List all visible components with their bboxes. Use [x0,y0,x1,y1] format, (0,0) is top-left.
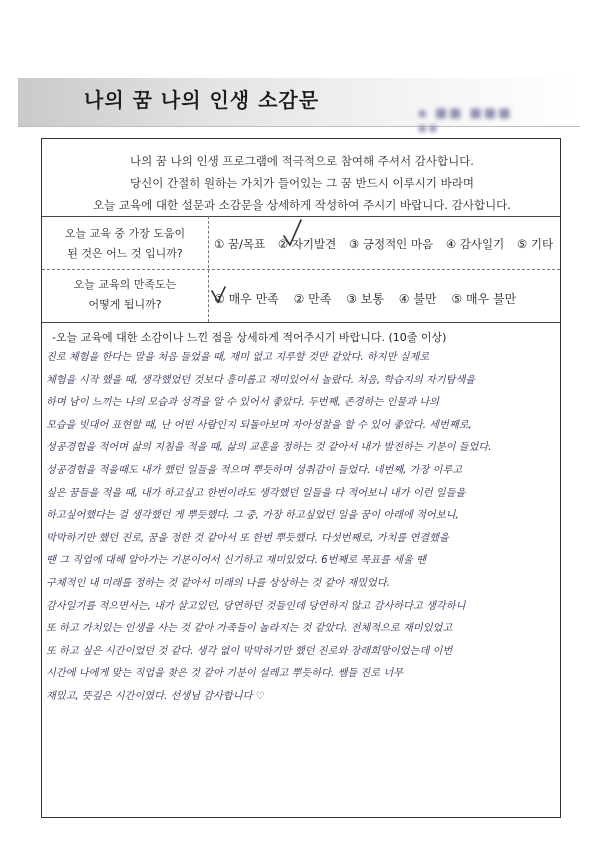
handwriting-line: 또 하고 가치있는 인생을 사는 것 같아 가족들이 놀라지는 것 같았다. 전체적으로 재미있었고 [46,623,453,635]
handwriting-line: 막막하기만 했던 진로, 꿈을 정한 것 같아서 또 한번 뿌듯했다. 다섯번째로, 가치를 연결했을 [46,532,449,544]
q2-option-2[interactable]: ② 만족 [293,292,332,306]
divider [42,322,560,323]
handwriting-line: 성공경험을 적을때도 내가 했던 일들을 적으며 뿌듯하며 성취감이 들었다. 네번째, 가장 이루고 [46,464,463,476]
q2-option-1[interactable]: ① 매우 만족 [214,292,279,306]
handwriting-line: 하며 남이 느끼는 나의 모습과 성격을 알 수 있어서 좋았다. 두번째, 존경하는 인물과 나의 [46,397,440,409]
q1-option-4[interactable]: ④ 감사일기 [445,237,505,251]
question-1-options[interactable] [214,236,562,252]
question-1-line-2: 된 것은 어느 것 입니까? [67,247,183,260]
handwriting-line: 싶은 꿈들을 적을 때, 내가 하고싶고 한번이라도 생각했던 일들을 다 적어보니 내가 이런 일들을 [46,487,466,499]
handwriting-line: 체험을 시작 했을 때, 생각했었던 것보다 흥미롭고 재미있어서 놀랐다. 처음, 학습지의 자기탐색을 [46,374,476,386]
handwriting-line: 성공경험을 적어며 삶의 지침을 적을 때, 삶의 교훈을 정하는 것 같아서 내가 발전하는 기분이 들었다. [46,442,492,454]
q1-option-5[interactable]: ⑤ 기타 [516,237,554,251]
question-2-line-1: 오늘 교육의 만족도는 [73,278,177,291]
q2-option-4[interactable]: ④ 불만 [398,292,437,306]
handwriting-line: 구체적인 내 미래를 정하는 것 같아서 미래의 나를 상상하는 것 같아 재밌었다. [46,577,390,589]
redacted-name: ▪ ■■ ■■■ ▪▪ [418,106,513,136]
handwriting-line: 모습을 빗대어 표현할 때, 난 어떤 사람인지 되돌아보며 자아성찰을 할 수 있어 좋았다. 세번째로, [46,419,472,431]
question-2-line-2: 어떻게 됩니까? [88,298,162,311]
q2-check-mark-icon [209,285,231,305]
handwriting-line: 시간에 나에게 맞는 직업을 찾은 것 같아 기분이 설레고 뿌듯하다. 쌤들 진로 너무 [46,668,404,680]
essay-prompt: -오늘 교육에 대한 소감이나 느낀 점을 상세하게 적어주시기 바랍니다. (10줄 이상) [52,331,447,344]
handwriting-line: 땐 그 직업에 대해 알아가는 기분이어서 신기하고 재미있었다. 6번째로 목표를 세울 땐 [46,555,426,567]
q2-option-5[interactable]: ⑤ 매우 불만 [451,292,517,306]
handwriting-line: 재밌고, 뜻깊은 시간이였다. 선생님 감사합니다 ♡ [46,690,265,702]
divider [42,216,560,217]
q1-option-1[interactable]: ① 꿈/목표 [214,237,266,251]
page-title: 나의 꿈 나의 인생 소감문 [84,88,320,112]
handwritten-response[interactable] [46,347,558,709]
intro-line-3: 오늘 교육에 대한 설문과 소감문을 상세하게 작성하여 주시기 바랍니다. 감사합니다. [93,198,511,212]
survey-form [41,138,561,818]
q1-check-mark-icon [281,218,303,248]
handwriting-line: 감사일기를 적으면서는, 내가 살고있던, 당연하던 것들인데 당연하지 않고 감사하다고 생각하니 [46,600,466,612]
handwriting-line: 진로 체험을 한다는 말을 처음 들었을 때, 재미 없고 지루할 것만 같았다. 하지만 실제로 [46,352,430,363]
intro-line-1: 나의 꿈 나의 인생 프로그램에 적극적으로 참여해 주셔서 감사합니다. [130,154,474,168]
divider [42,269,560,270]
q2-option-3[interactable]: ③ 보통 [346,292,384,306]
intro-line-2: 당신이 간절히 원하는 가치가 들어있는 그 꿈 반드시 이루시기 바라며 [130,176,474,190]
handwriting-line: 하고싶어했다는 걸 생각했던 게 뿌듯했다. 그 중, 가장 하고싶었던 일을 꿈이 아래에 적어보니, [46,510,459,522]
handwriting-line: 또 하고 싶은 시간이었던 것 같다. 생각 없이 막막하기만 했던 진로와 장래희망이었는데 이번 [46,645,453,657]
question-1-line-1: 오늘 교육 중 가장 도움이 [64,227,186,240]
q1-option-2[interactable]: ② 자기발견 [277,237,337,251]
q1-option-3[interactable]: ③ 긍정적인 마음 [348,237,434,251]
question-2-options[interactable] [214,290,527,307]
